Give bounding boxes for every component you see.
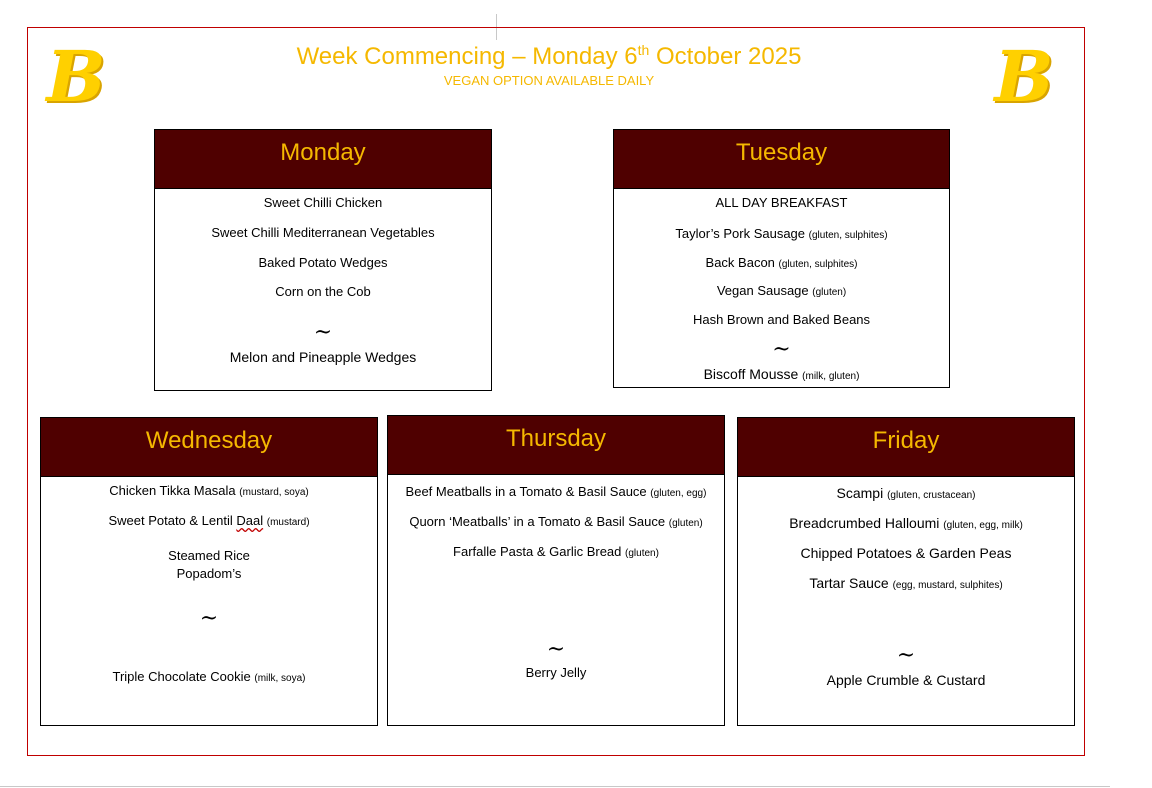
day-box-friday [737,417,1075,726]
spellcheck-word: Daal [236,513,264,528]
dessert-item: Berry Jelly [525,665,587,680]
allergen-note: (gluten) [812,287,847,298]
day-heading-wednesday: Wednesday [41,418,377,477]
logo-b-right: B [994,35,1054,118]
menu-item: Popadom’s [176,566,242,581]
menu-item: Breadcrumbed Halloumi (gluten, egg, milk) [789,515,1023,531]
menu-item: Sweet Chilli Mediterranean Vegetables [211,225,435,240]
day-box-monday [154,129,492,391]
menu-item: Chicken Tikka Masala (mustard, soya) [109,483,309,498]
allergen-note: (egg, mustard, sulphites) [892,580,1003,591]
day-box-wednesday [40,417,378,726]
allergen-note: (gluten) [668,518,703,529]
allergen-note: (gluten) [625,548,659,559]
allergen-note: (mustard, soya) [239,487,309,498]
menu-item: Farfalle Pasta & Garlic Bread (gluten) [453,544,659,559]
allergen-note: (milk, soya) [254,673,306,684]
day-heading-monday: Monday [155,130,491,189]
day-heading-friday: Friday [738,418,1074,477]
page-bottom-rule [0,786,1110,787]
allergen-note: (milk, gluten) [802,371,860,382]
title-prefix: Week Commencing – Monday 6 [296,43,638,70]
dessert-item: Apple Crumble & Custard [826,672,986,688]
menu-item: Tartar Sauce (egg, mustard, sulphites) [809,575,1003,591]
menu-header [0,42,1098,90]
day-box-tuesday [613,129,950,388]
allergen-note: (gluten, egg) [650,488,707,499]
dessert-item: Melon and Pineapple Wedges [229,349,417,365]
logo-b-left: B [46,35,106,118]
course-separator: ~ [546,637,566,662]
day-heading-tuesday: Tuesday [614,130,949,189]
allergen-note: (gluten, sulphites) [778,259,858,270]
menu-item: Sweet Potato & Lentil Daal (mustard) [108,513,310,528]
menu-item: Sweet Chilli Chicken [263,195,383,210]
menu-item: Taylor’s Pork Sausage (gluten, sulphites) [675,226,888,241]
menu-item: Vegan Sausage (gluten) [716,283,847,298]
dessert-item: Triple Chocolate Cookie (milk, soya) [112,669,306,684]
vegan-notice: VEGAN OPTION AVAILABLE DAILY [443,73,655,88]
menu-item: Hash Brown and Baked Beans [692,312,871,327]
menu-item: ALL DAY BREAKFAST [715,195,848,210]
menu-item: Back Bacon (gluten, sulphites) [705,255,858,270]
day-heading-thursday: Thursday [388,416,724,475]
course-separator: ~ [199,606,219,631]
menu-item: Chipped Potatoes & Garden Peas [800,545,1012,561]
title-suffix: October 2025 [649,43,802,70]
menu-item: Beef Meatballs in a Tomato & Basil Sauce (gluten, egg) [405,484,707,499]
course-separator: ~ [772,337,791,362]
allergen-note: (gluten, crustacean) [887,490,976,501]
menu-item: Scampi (gluten, crustacean) [836,485,976,501]
day-box-thursday [387,415,725,726]
dessert-item: Biscoff Mousse (milk, gluten) [703,366,860,382]
allergen-note: (gluten, egg, milk) [943,520,1023,531]
allergen-note: (mustard) [266,517,310,528]
menu-item: Quorn ‘Meatballs’ in a Tomato & Basil Sauce (gluten) [409,514,703,529]
course-separator: ~ [896,643,916,668]
course-separator: ~ [313,320,333,345]
menu-item: Corn on the Cob [275,284,371,299]
page-title [0,42,1098,72]
title-ordinal: th [637,42,650,58]
menu-item: Steamed Rice [168,548,250,563]
allergen-note: (gluten, sulphites) [808,230,888,241]
menu-item: Baked Potato Wedges [258,255,388,270]
